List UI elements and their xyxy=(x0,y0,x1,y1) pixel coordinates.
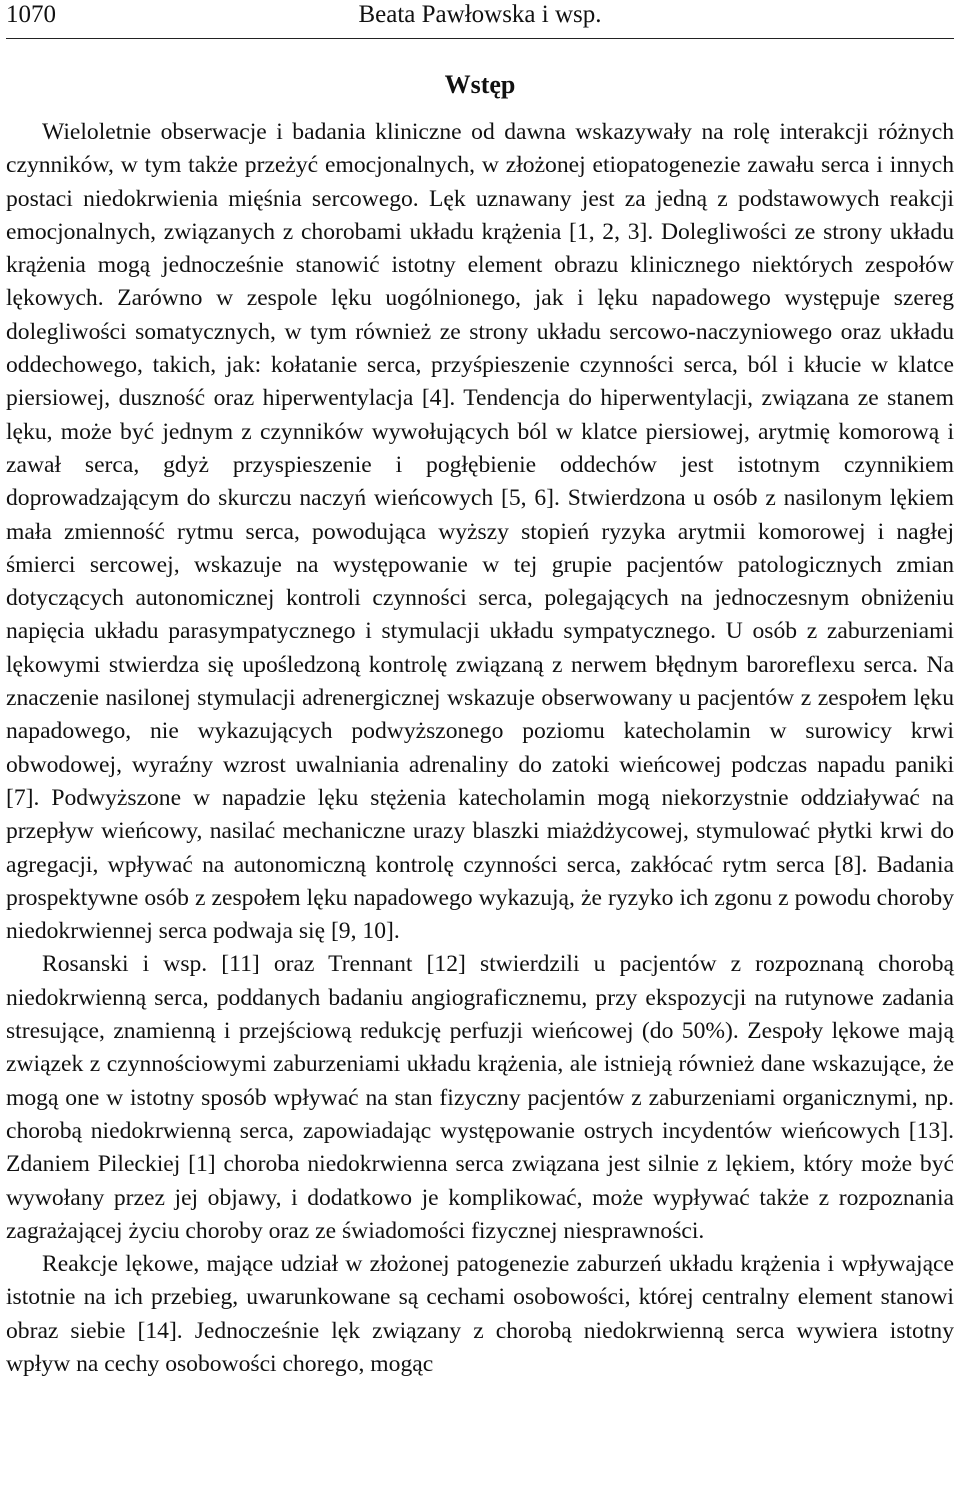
paragraph: Reakcje lękowe, mające udział w złożonej patogenezie zaburzeń układu krążenia i wpływające istotnie na ich przebieg, uwarunkowane są cechami osobowości, której centralny element stanowi obraz siebie [14]. Jednocześnie lęk związany z chorobą niedokrwienną serca wywiera istotny wpływ na cechy osobowości chorego, mogąc xyxy=(6,1251,954,1377)
article-body xyxy=(6,116,954,1381)
page-header xyxy=(6,0,954,39)
paragraph: Rosanski i wsp. [11] oraz Trennant [12] stwierdzili u pacjentów z rozpoznaną chorobą niedokrwienną serca, poddanych badaniu angiograficznemu, przy ekspozycji na rutynowe zadania stresujące, znamienną i przejściową redukcję perfuzji wieńcowej (do 50%). Zespoły lękowe mają związek z czynnościowymi zaburzeniami układu krążenia, ale istnieją również dane wskazujące, że mogą one w istotny sposób wpływać na stan fizyczny pacjentów z zaburzeniami organicznymi, np. chorobą niedokrwienną serca, zapowiadając występowanie ostrych incydentów wieńcowych [13]. Zdaniem Pileckiej [1] choroba niedokrwienna serca związana jest silnie z lękiem, który może być wywołany przez jej objawy, i dodatkowo je komplikować, może wypływać także z rozpoznania zagrażającej życiu choroby oraz ze świadomości fizycznej niesprawności. xyxy=(6,951,954,1244)
page-number: 1070 xyxy=(6,1,56,28)
section-title: Wstęp xyxy=(444,70,516,99)
running-head: Beata Pawłowska i wsp. xyxy=(358,1,602,28)
paragraph: Wieloletnie obserwacje i badania kliniczne od dawna wskazywały na rolę interakcji różnych czynników, w tym także przeżyć emocjonalnych, w złożonej etiopatogenezie zawału serca i innych postaci niedokrwienia mięśnia sercowego. Lęk uznawany jest za jedną z podstawowych reakcji emocjonalnych, związanych z chorobami układu krążenia [1, 2, 3]. Dolegliwości ze strony układu krążenia mogą jednocześnie stanowić istotny element obrazu klinicznego niektórych zespołów lękowych. Zarówno w zespole lęku uogólnionego, jak i lęku napadowego występuje szereg dolegliwości somatycznych, w tym również ze strony układu sercowo-naczyniowego oraz układu oddechowego, takich, jak: kołatanie serca, przyśpieszenie czynności serca, ból i kłucie w klatce piersiowej, duszność oraz hiperwentylacja [4]. Tendencja do hiperwentylacji, związana ze stanem lęku, może być jednym z czynników wywołujących ból w klatce piersiowej, arytmię komorową i zawał serca, gdyż przyspieszenie i pogłębienie oddechów jest istotnym czynnikiem doprowadzającym do skurczu naczyń wieńcowych [5, 6]. Stwierdzona u osób z nasilonym lękiem mała zmienność rytmu serca, powodująca wyższy stopień ryzyka arytmii komorowej i nagłej śmierci sercowej, wskazuje na występowanie w tej grupie pacjentów patologicznych zmian dotyczących autonomicznej kontroli czynności serca, polegających na jednoczesnym obniżeniu napięcia układu parasympatycznego i stymulacji układu sympatycznego. U osób z zaburzeniami lękowymi stwierdza się upośledzoną kontrolę związaną z nerwem błędnym baroreflexu serca. Na znaczenie nasilonej stymulacji adrenergicznej wskazuje obserwowany u pacjentów z zespołem lęku napadowego, nie wykazujących podwyższonego poziomu katecholamin w surowicy krwi obwodowej, wyraźny wzrost uwalniania adrenaliny do zatoki wieńcowej podczas napadu paniki [7]. Podwyższone w napadzie lęku stężenia katecholamin mogą niekorzystnie oddziaływać na przepływ wieńcowy, nasilać mechaniczne urazy blaszki miażdżycowej, stymulować płytki krwi do agregacji, wpływać na autonomiczną kontrolę czynności serca, zakłócać rytm serca [8]. Badania prospektywne osób z zespołem lęku napadowego wykazują, że ryzyko ich zgonu z powodu choroby niedokrwiennej serca podwaja się [9, 10]. xyxy=(6,119,954,945)
